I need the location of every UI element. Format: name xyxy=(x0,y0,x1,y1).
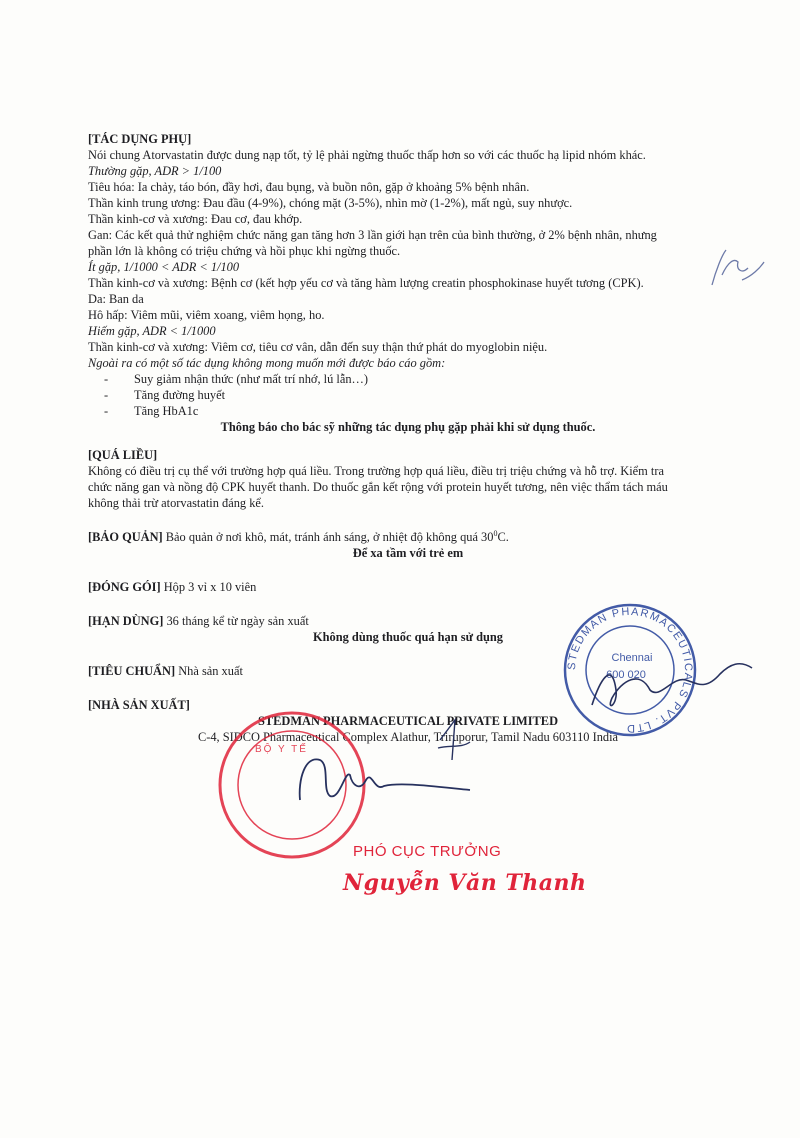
packaging-header: [ĐÓNG GÓI] xyxy=(88,580,161,594)
shelf-life-text: 36 tháng kể từ ngày sản xuất xyxy=(166,614,309,628)
common-effect-line: Gan: Các kết quả thử nghiệm chức năng gan tăng hơn 3 lần giới hạn trên của bình thường, ở 2% bệnh nhân, nhưng xyxy=(88,228,657,242)
other-effect-item: Tăng HbA1c xyxy=(134,404,199,418)
standard-text: Nhà sản xuất xyxy=(178,664,243,678)
side-effects-header: [TÁC DỤNG PHỤ] xyxy=(88,132,192,146)
list-item: - Suy giảm nhận thức (như mất trí nhớ, lú lẫn…) xyxy=(104,372,369,386)
deputy-signature xyxy=(300,759,470,800)
rare-effect-line: Thần kinh-cơ và xương: Viêm cơ, tiêu cơ vân, dẫn đến suy thận thứ phát do myoglobin niệu. xyxy=(88,340,548,354)
uncommon-effect-line: Thần kinh-cơ và xương: Bệnh cơ (kết hợp yếu cơ và tăng hàm lượng creatin phosphokinase huyết tương (CPK). xyxy=(88,276,644,290)
common-effect-line: Thần kinh-cơ và xương: Đau cơ, đau khớp. xyxy=(88,212,303,226)
overdose-line: không thải trừ atorvastatin đáng kể. xyxy=(88,496,265,510)
common-frequency-label: Thường gặp, ADR > 1/100 xyxy=(88,164,222,178)
standard-header: [TIÊU CHUẨN] xyxy=(88,664,176,678)
uncommon-effect-line: Da: Ban da xyxy=(88,292,144,306)
manufacturer-address: C-4, SIDCO Pharmaceutical Complex Alathur, Triruporur, Tamil Nadu 603110 India xyxy=(197,730,619,744)
common-effect-line: Tiêu hóa: Ia chảy, táo bón, đầy hơi, đau bụng, và buồn nôn, gặp ở khoảng 5% bệnh nhân. xyxy=(88,180,530,194)
uncommon-effect-line: Hô hấp: Viêm mũi, viêm xoang, viêm họng, ho. xyxy=(88,308,325,322)
manufacturer-name: STEDMAN PHARMACEUTICAL PRIVATE LIMITED xyxy=(257,714,559,728)
side-effects-intro: Nói chung Atorvastatin được dung nạp tốt, tỷ lệ phải ngừng thuốc thấp hơn so với các thuốc hạ lipid nhóm khác. xyxy=(88,148,646,162)
uncommon-frequency-label: Ít gặp, 1/1000 < ADR < 1/100 xyxy=(88,260,240,274)
deputy-name: Nguyễn Văn Thanh xyxy=(343,870,587,896)
other-effect-item: Suy giảm nhận thức (như mất trí nhớ, lú lẫn…) xyxy=(134,372,369,386)
side-effects-notice: Thông báo cho bác sỹ những tác dụng phụ gặp phải khi sử dụng thuốc. xyxy=(220,420,596,434)
degree-unit: C. xyxy=(497,530,509,544)
storage-note: Để xa tầm với trẻ em xyxy=(352,546,464,560)
manufacturer-header: [NHÀ SẢN XUẤT] xyxy=(88,698,190,712)
list-item: - Tăng HbA1c xyxy=(104,404,199,418)
company-stamp-city: Chennai xyxy=(611,652,653,664)
storage-header: [BẢO QUẢN] xyxy=(88,530,163,544)
list-item: - Tăng đường huyết xyxy=(104,388,226,402)
overdose-header: [QUÁ LIỀU] xyxy=(88,448,158,462)
common-effect-line: phần lớn là không có triệu chứng và hồi phục khi ngừng thuốc. xyxy=(88,244,401,258)
common-effect-line: Thần kinh trung ương: Đau đầu (4-9%), chóng mặt (3-5%), nhìn mờ (1-2%), mất ngủ, suy nhược. xyxy=(88,196,573,210)
shelf-life-note: Không dùng thuốc quá hạn sử dụng xyxy=(313,630,503,644)
company-stamp xyxy=(565,605,695,735)
packaging-text: Hộp 3 vỉ x 10 viên xyxy=(163,580,257,594)
storage-text: Bảo quản ở nơi khô, mát, tránh ánh sáng, ở nhiệt độ không quá 30 xyxy=(165,530,494,544)
shelf-life-header: [HẠN DÙNG] xyxy=(88,614,164,628)
other-effects-label: Ngoài ra có một số tác dụng không mong muốn mới được báo cáo gồm: xyxy=(88,356,446,370)
overdose-line: Không có điều trị cụ thể với trường hợp quá liều. Trong trường hợp quá liều, điều trị triệu chứng và hỗ trợ. Kiểm tra xyxy=(88,464,664,478)
overdose-line: chức năng gan và nồng độ CPK huyết thanh. Do thuốc gắn kết rộng với protein huyết tương, nên việc thẩm tách máu xyxy=(88,480,668,494)
small-signature-mark xyxy=(438,720,470,760)
rare-frequency-label: Hiếm gặp, ADR < 1/1000 xyxy=(88,324,216,338)
deputy-title: PHÓ CỤC TRƯỞNG xyxy=(353,843,502,860)
company-stamp-ring-text: STEDMAN PHARMACEUTICALS PVT. LTD xyxy=(565,605,695,735)
margin-initial-mark xyxy=(712,250,764,285)
other-effect-item: Tăng đường huyết xyxy=(134,388,226,402)
degree-sup: 0 xyxy=(493,528,498,538)
company-stamp-code: 600 020 xyxy=(606,669,646,681)
ministry-stamp-text: BỘ Y TẾ xyxy=(255,744,308,755)
